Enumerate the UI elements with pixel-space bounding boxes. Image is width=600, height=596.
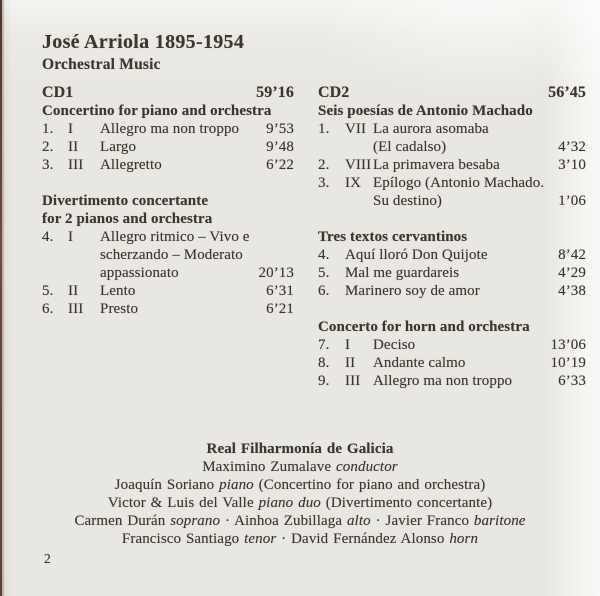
credit-line-voices-1 [0,512,600,530]
track-number: 8. [318,355,330,371]
track-row [318,264,586,282]
alto-name: Ainhoa Zubillaga [234,513,343,529]
track-title-line: Lento [100,283,136,299]
track-title [345,264,552,282]
work-section [42,192,294,318]
page-number: 2 [44,551,51,566]
track-number: 6. [318,283,330,299]
track-duration: 1’06 [558,193,586,209]
track-title-line: Su destino) [373,193,443,209]
track-title [100,138,260,156]
composer-name: José Arriola [42,31,150,53]
track-title [100,282,260,300]
cd1-works [42,102,294,318]
track-row [318,246,586,264]
track-duration: 9’53 [266,121,294,137]
dot-separator: · [375,513,381,529]
cd2-total-duration: 56’45 [548,84,586,101]
track-title-line: Presto [100,301,139,317]
track-title-line: appassionato [100,265,179,281]
credit-line-piano [0,476,600,494]
cd2-header [318,84,586,102]
piano-duo-note: (Divertimento concertante) [325,495,493,511]
track-title [373,336,545,354]
cd1-total-duration: 59’16 [256,84,294,101]
track-row [42,228,294,282]
track-title [373,156,552,174]
track-title-line: Epílogo (Antonio Machado. [373,175,545,191]
track-number: 3. [318,175,330,191]
track-number: 5. [42,283,54,299]
track-number: 1. [42,121,54,137]
track-title-line: Largo [100,139,137,155]
track-duration: 6’33 [558,373,586,389]
track-row [318,156,586,174]
track-number: 3. [42,157,54,173]
track-number: 5. [318,265,330,281]
movement-numeral: I [345,337,351,353]
credit-line-piano-duo [0,494,600,512]
track-duration: 6’31 [266,283,294,299]
track-title-line: Allegro ma non troppo [100,121,240,137]
movement-numeral: II [68,283,79,299]
composer-years: 1895-1954 [154,31,245,53]
track-row [42,300,294,318]
work-title: Concerto for horn and orchestra [318,319,530,335]
horn-name: David Fernández Alonso [291,531,445,547]
piano-role: piano [219,477,254,493]
track-title [100,120,260,138]
movement-numeral: III [68,157,84,173]
piano-name: Joaquín Soriano [114,477,215,493]
horn-role: horn [449,531,479,547]
track-title [345,282,552,300]
credits-block [0,440,600,548]
track-duration: 6’21 [266,301,294,317]
track-row [42,282,294,300]
track-title-line: La aurora asomaba [373,121,489,137]
track-row [42,138,294,156]
track-number: 6. [42,301,54,317]
track-duration: 4’29 [558,265,586,281]
cd1-column [42,84,294,318]
track-title [100,300,260,318]
track-number: 7. [318,337,330,353]
track-title-line: Aquí lloró Don Quijote [345,247,488,263]
track-duration: 9’48 [266,139,294,155]
piano-duo-names: Victor & Luis del Valle [107,495,254,511]
movement-numeral: VIII [345,157,372,173]
track-duration: 4’38 [558,283,586,299]
track-number: 1. [318,121,330,137]
soprano-name: Carmen Durán [74,513,166,529]
track-duration: 20’13 [258,265,294,281]
work-section [318,228,586,300]
track-number: 2. [318,157,330,173]
work-section [318,318,586,390]
work-section [42,102,294,174]
track-number: 4. [318,247,330,263]
piano-duo-role: piano duo [258,495,321,511]
track-row [318,282,586,300]
track-number: 2. [42,139,54,155]
cd2-column [318,84,586,390]
dot-separator: · [281,531,287,547]
track-title-line: Allegro ma non troppo [373,373,513,389]
cd2-label: CD2 [318,84,350,101]
movement-numeral: II [68,139,79,155]
credit-line-voices-2 [0,530,600,548]
alto-role: alto [346,513,371,529]
track-title-line: Allegro ritmico – Vivo e [100,229,250,245]
ensemble-name: Real Filharmonía de Galicia [206,441,394,457]
track-title-line: Marinero soy de amor [345,283,480,299]
track-duration: 6’22 [266,157,294,173]
work-title: Seis poesías de Antonio Machado [318,103,533,119]
cd2-works [318,102,586,390]
track-title [100,156,260,174]
track-title [100,228,253,282]
track-title [373,174,552,210]
credit-line-conductor [0,458,600,476]
baritone-role: baritone [473,513,526,529]
track-duration: 4’32 [558,139,586,155]
tenor-role: tenor [244,531,277,547]
track-number: 4. [42,229,54,245]
track-title-line: Allegretto [100,157,162,173]
movement-numeral: III [345,373,361,389]
track-row [42,156,294,174]
cd1-header [42,84,294,102]
dot-separator: · [224,513,231,529]
soprano-role: soprano [170,513,221,529]
movement-numeral: II [345,355,356,371]
work-title: Concertino for piano and orchestra [42,103,272,119]
work-title: for 2 pianos and orchestra [42,211,213,227]
track-title [373,120,552,156]
page-header [42,29,244,75]
movement-numeral: VII [345,121,367,137]
track-row [318,372,586,390]
track-row [318,120,586,156]
cd1-label: CD1 [42,84,74,101]
track-duration: 3’10 [558,157,586,173]
track-title-line: Mal me guardareis [345,265,460,281]
track-row [42,120,294,138]
track-title-line: Deciso [373,337,416,353]
conductor-name: Maximino Zumalave [202,459,332,475]
track-title [373,354,545,372]
track-duration: 10’19 [550,355,586,371]
album-subtitle: Orchestral Music [42,56,161,73]
page-title [42,29,244,55]
track-row [318,336,586,354]
track-duration: 13’06 [550,337,586,353]
work-title: Tres textos cervantinos [318,229,468,245]
work-section [318,102,586,210]
track-title [373,372,552,390]
track-number: 9. [318,373,330,389]
movement-numeral: III [68,301,84,317]
track-title-line: Andante calmo [373,355,466,371]
track-title-line: (El cadalso) [373,139,447,155]
work-title: Divertimento concertante [42,193,209,209]
track-row [318,174,586,210]
track-row [318,354,586,372]
track-title-line: scherzando – Moderato [100,247,243,263]
movement-numeral: IX [345,175,362,191]
piano-note: (Concertino for piano and orchestra) [258,477,486,493]
conductor-role: conductor [336,459,398,475]
baritone-name: Javier Franco [385,513,470,529]
movement-numeral: I [68,121,74,137]
track-duration: 8’42 [558,247,586,263]
track-title [345,246,552,264]
track-title-line: La primavera besaba [373,157,500,173]
tenor-name: Francisco Santiago [121,531,240,547]
movement-numeral: I [68,229,74,245]
